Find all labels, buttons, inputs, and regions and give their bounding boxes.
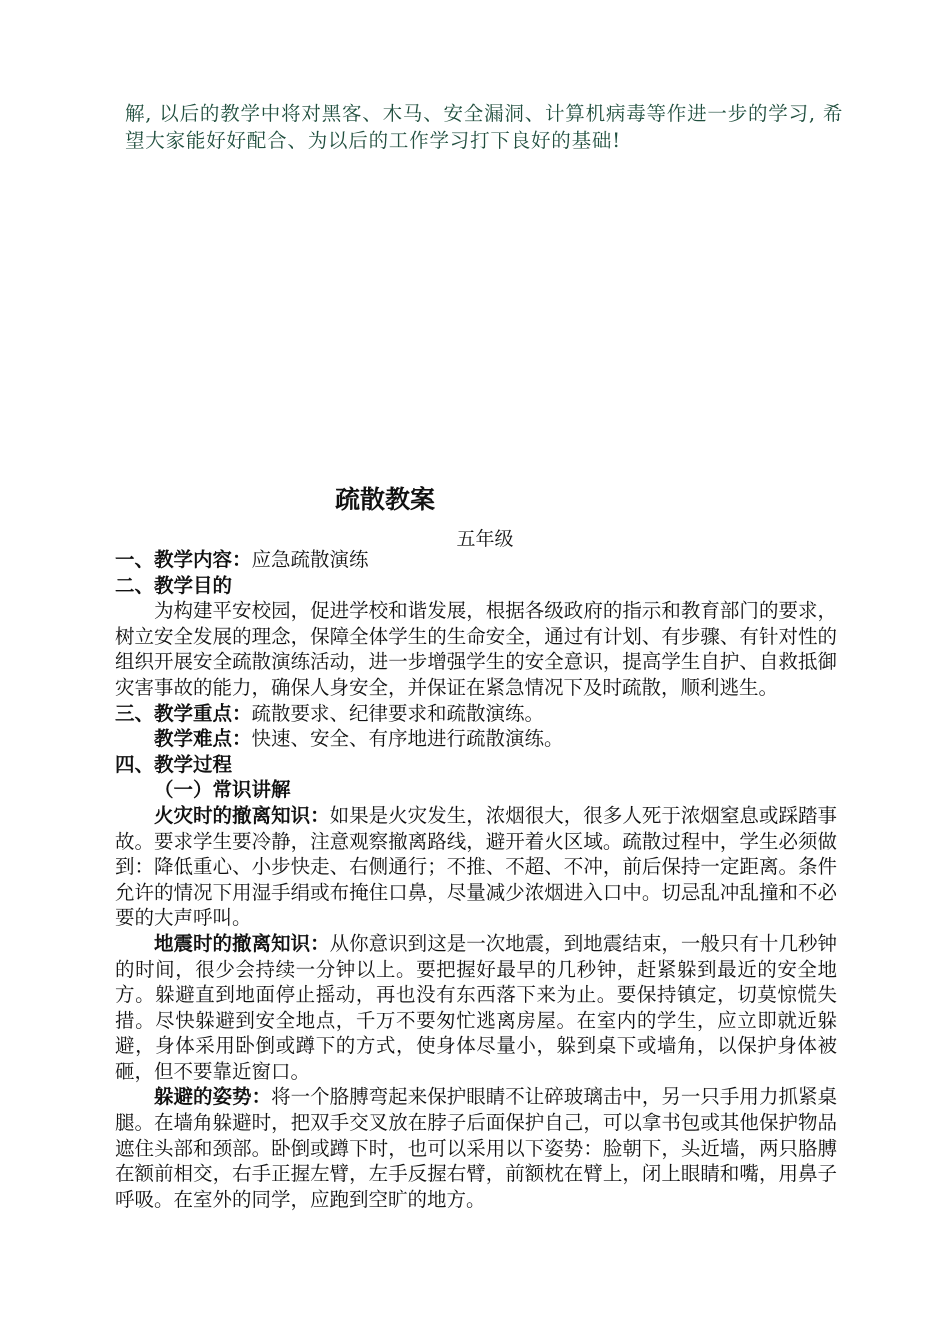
lesson-body: [115, 547, 837, 1212]
posture-label: 躲避的姿势：: [154, 1085, 272, 1109]
fire-text: 如果是火灾发生，浓烟很大，很多人死于浓烟窒息或踩踏事故。要求学生要冷静，注意观察撤离路线，避开着火区域。疏散过程中，学生必须做到：降低重心、小步快走、右侧通行；不推、不超、不冲，前后保持一定距离。条件允许的情况下用湿手绢或布掩住口鼻，尽量减少浓烟进入口中。切忌乱冲乱撞和不必要的大声呼叫。: [115, 803, 837, 930]
fire-paragraph: [115, 803, 837, 931]
posture-text: 将一个胳膊弯起来保护眼睛不让碎玻璃击中，另一只手用力抓紧桌腿。在墙角躲避时，把双手交叉放在脖子后面保护自己，可以拿书包或其他保护物品遮住头部和颈部。卧倒或蹲下时，也可以采用以下姿势：脸朝下，头近墙，两只胳膊在额前相交，右手正握左臂，左手反握右臂，前额枕在臂上，闭上眼睛和嘴，用鼻子呼吸。在室外的同学，应跑到空旷的地方。: [115, 1085, 837, 1211]
earthquake-paragraph: [115, 931, 837, 1085]
section-focus-text: 疏散要求、纪律要求和疏散演练。: [251, 701, 545, 725]
section-content-label: 一、教学内容：: [115, 548, 252, 571]
purpose-paragraph: 为构建平安校园，促进学校和谐发展，根据各级政府的指示和教育部门的要求，树立安全发展的理念，保障全体学生的生命安全，通过有计划、有步骤、有针对性的组织开展安全疏散演练活动，进一步增强学生的安全意识，提高学生自护、自救抵御灾害事故的能力，确保人身安全，并保证在紧急情况下及时疏散，顺利逃生。: [115, 599, 837, 699]
section-content-text: 应急疏散演练: [251, 548, 369, 571]
difficulty-label: 教学难点：: [154, 727, 252, 751]
section-content: [115, 547, 837, 573]
previous-page-text: 解, 以后的教学中将对黑客、木马、安全漏洞、计算机病毒等作进一步的学习, 希望大家能好好配合、为以后的工作学习打下良好的基础!: [125, 102, 844, 152]
difficulty-line: [115, 726, 837, 752]
fire-label: 火灾时的撤离知识：: [154, 803, 330, 827]
subsection-knowledge-heading: （一）常识讲解: [154, 778, 291, 802]
section-focus: [115, 701, 837, 727]
posture-paragraph: [115, 1084, 837, 1212]
section-purpose-heading: 二、教学目的: [115, 573, 233, 597]
earthquake-label: 地震时的撤离知识：: [154, 931, 330, 955]
section-process-heading: 四、教学过程: [115, 752, 233, 776]
page-title: 疏散教案: [334, 485, 435, 514]
section-focus-label: 三、教学重点：: [115, 701, 252, 725]
difficulty-text: 快速、安全、有序地进行疏散演练。: [251, 727, 564, 751]
grade-subtitle: 五年级: [456, 528, 514, 550]
earthquake-text: 从你意识到这是一次地震，到地震结束，一般只有十几秒钟的时间，很少会持续一分钟以上。要把握好最早的几秒钟，赶紧躲到最近的安全地方。躲避直到地面停止摇动，再也没有东西落下来为止。要保持镇定，切莫惊慌失措。尽快躲避到安全地点，千万不要匆忙逃离房屋。在室内的学生，应立即就近躲避，身体采用卧倒或蹲下的方式，使身体尽量小，躲到桌下或墙角，以保护身体被砸，但不要靠近窗口。: [115, 931, 837, 1083]
